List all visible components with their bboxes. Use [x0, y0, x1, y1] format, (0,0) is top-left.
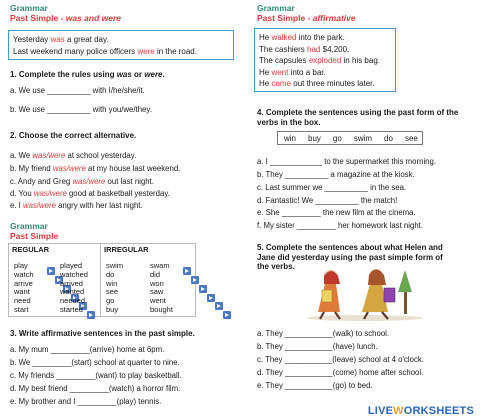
arrow-right-icon: [199, 285, 207, 293]
grammar-subtitle-1: [10, 13, 121, 23]
word: see: [404, 133, 418, 143]
verb-table-divider: [100, 243, 101, 317]
grammar-subtitle-3: Past Simple - affirmative: [257, 13, 356, 23]
example-line: He came out three minutes later.: [259, 79, 375, 88]
exercise-1-item-a: a. We use __________ with I/he/she/it.: [10, 86, 145, 95]
regular-verb-base: arrive: [14, 278, 33, 288]
arrow-right-icon: [191, 276, 199, 284]
exercise-3-item: a. My mum _________(arrive) home at 6pm.: [10, 345, 165, 354]
example-line: The capsules exploded in his bag.: [259, 56, 380, 65]
exercise-3-item: e. My brother and I _________(play) tennis.: [10, 397, 162, 406]
regular-verb-base: play: [14, 261, 28, 270]
exercise-2-title: 2. Choose the correct alternative.: [10, 131, 137, 140]
irregular-verb-past: went: [150, 296, 166, 306]
exercise-1-title: 1. Complete the rules using was or were.: [10, 70, 165, 79]
girls-walking-illustration: [300, 262, 430, 322]
regular-verb-past: played: [60, 261, 83, 270]
irregular-verb-past: swam: [150, 261, 170, 270]
arrow-right-icon: [47, 267, 55, 275]
irregular-verb-past: saw: [150, 287, 164, 297]
subtitle-part-italic: was and were: [65, 13, 122, 23]
irregular-heading: IRREGULAR: [104, 245, 149, 254]
grammar-heading-3: Grammar: [257, 3, 295, 13]
arrow-right-icon: [215, 302, 223, 310]
irregular-verb-base: see: [106, 287, 119, 297]
irregular-verb-past: bought: [150, 305, 173, 314]
example-line: He went into a bar.: [259, 67, 326, 77]
exercise-2-item: d. You was/were good at basketball yesterday.: [10, 189, 170, 198]
arrow-right-icon: [87, 311, 95, 319]
exercise-3-item: b. We _________(start) school at quarter to nine.: [10, 358, 180, 367]
regular-verb-base: watch: [14, 269, 34, 279]
word: do: [384, 133, 393, 143]
irregular-verb-base: buy: [106, 305, 119, 314]
irregular-verb-base: win: [106, 278, 118, 288]
irregular-verb-base: do: [106, 269, 115, 279]
exercise-4-title: 4. Complete the sentences using the past form of the verbs in the box.: [257, 108, 459, 127]
grammar-heading-2: Grammar: [10, 221, 48, 231]
exercise-4-item: a. I ____________ to the supermarket this morning.: [257, 157, 437, 166]
regular-verb-base: want: [14, 287, 30, 297]
exercise-2-item: e. I was/were angry with her last night.: [10, 201, 143, 210]
regular-verb-past: started: [60, 305, 83, 314]
exercise-4-item: e. She _________ the new film at the cinema.: [257, 208, 416, 217]
arrow-right-icon: [183, 267, 191, 275]
regular-verb-base: start: [14, 305, 29, 314]
arrow-right-icon: [223, 311, 231, 319]
regular-verb-past: arrived: [60, 278, 83, 288]
was-were-example-box: [8, 30, 234, 60]
regular-verb-base: need: [14, 296, 31, 306]
exercise-4-item: b. They __________ a magazine at the kiosk.: [257, 170, 415, 179]
irregular-verb-base: go: [106, 296, 115, 306]
exercise-2-item: a. We was/were at school yesterday.: [10, 151, 137, 160]
irregular-verb-base: swim: [106, 261, 124, 270]
example-line: The cashiers had $4,200.: [259, 44, 350, 54]
regular-verb-past: watched: [60, 269, 88, 279]
exercise-4-item: d. Fantastic! We __________ the match!: [257, 196, 398, 205]
grammar-subtitle-2: Past Simple: [10, 231, 59, 241]
exercise-3-item: d. My best friend _________(watch) a horror film.: [10, 384, 181, 393]
word: swim: [353, 133, 373, 143]
word: go: [332, 133, 342, 143]
liveworksheets-logo[interactable]: LIVEWORKSHEETS: [367, 405, 474, 417]
example-line: Last weekend many police officers were in the road.: [13, 46, 197, 56]
affirmative-example-box: [254, 28, 396, 92]
verb-word-box: [277, 131, 423, 145]
example-line: Yesterday was a great day.: [13, 35, 109, 44]
exercise-2-item: c. Andy and Greg was/were out last night.: [10, 177, 154, 186]
word: win: [284, 133, 297, 143]
arrow-right-icon: [207, 294, 215, 302]
exercise-5-item: c. They ___________(leave) school at 4 o'clock.: [257, 355, 424, 364]
exercise-5-item: d. They ___________(come) home after school.: [257, 368, 424, 377]
exercise-4-item: c. Last summer we __________ in the sea.: [257, 183, 407, 192]
regular-verb-past: wanted: [60, 287, 85, 297]
exercise-3-item: c. My friends _________(want) to play basketball.: [10, 371, 182, 380]
exercise-5-item: a. They ___________(walk) to school.: [257, 329, 390, 338]
exercise-5-item: b. They ___________(have) lunch.: [257, 342, 378, 351]
irregular-verb-past: did: [150, 269, 161, 279]
grammar-heading-1: Grammar: [10, 3, 48, 13]
exercise-2-item: b. My friend was/were at my house last weekend.: [10, 164, 181, 173]
regular-verb-past: needed: [60, 296, 86, 306]
exercise-4-item: f. My sister _________ her homework last night.: [257, 221, 423, 230]
exercise-5-title: 5. Complete the sentences about what Helen and Jane did yesterday using the past simple form of the verbs.: [257, 243, 443, 271]
word: buy: [308, 133, 321, 143]
example-line: He walked into the park.: [259, 33, 345, 42]
subtitle-part: Past Simple -: [10, 13, 66, 23]
exercise-3-title: 3. Write affirmative sentences in the past simple.: [10, 329, 195, 338]
regular-heading: REGULAR: [12, 245, 50, 254]
irregular-verb-past: won: [150, 278, 164, 288]
exercise-5-item: e. They ___________(go) to bed.: [257, 381, 373, 390]
exercise-1-item-b: b. We use __________ with you/we/they.: [10, 105, 152, 114]
